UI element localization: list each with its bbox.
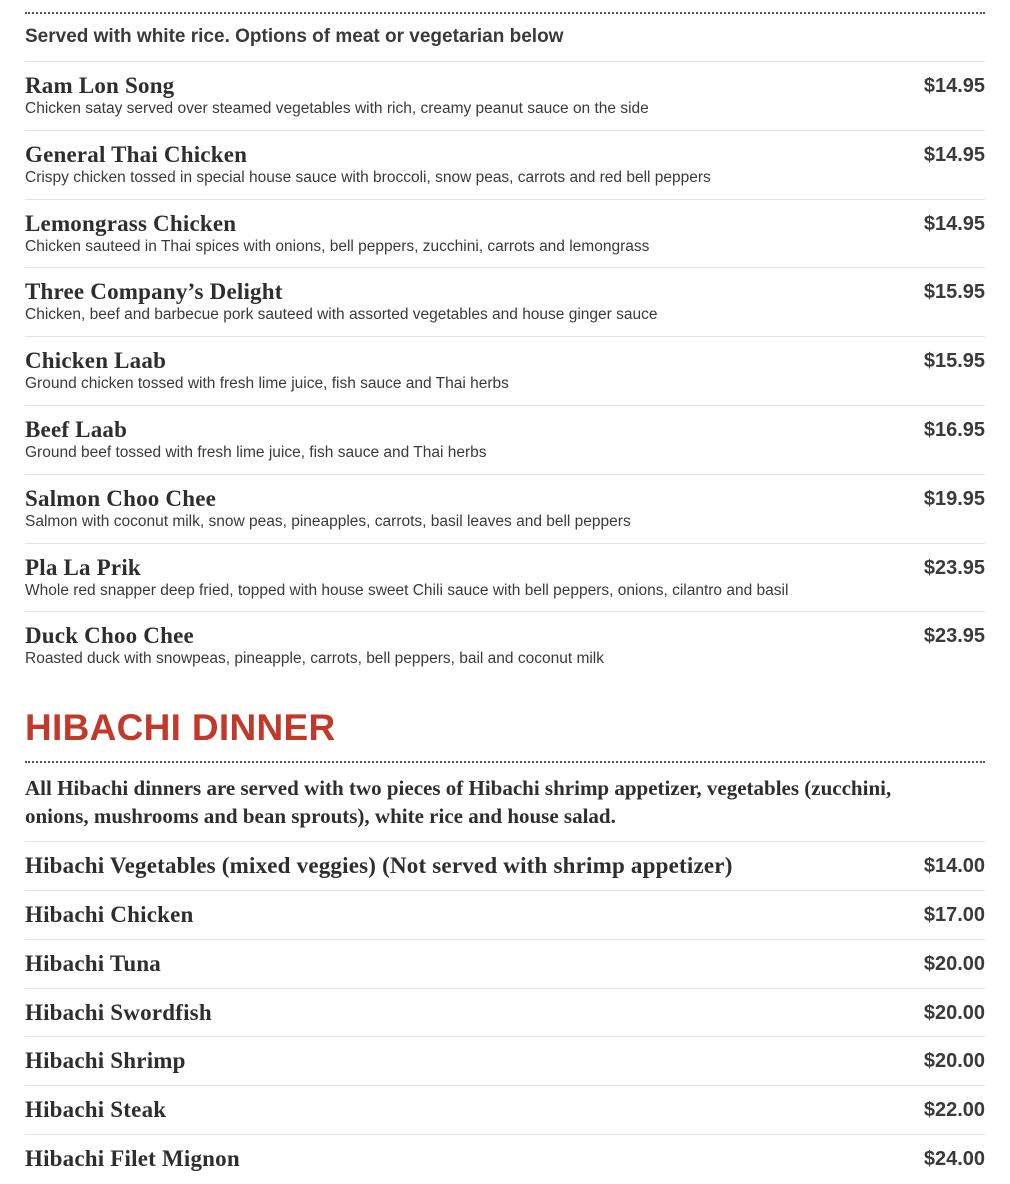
item-name: Hibachi Tuna xyxy=(25,950,162,976)
item-price: $15.95 xyxy=(923,281,985,304)
item-price: $20.00 xyxy=(923,952,985,975)
item-description: Salmon with coconut milk, snow peas, pineapples, carrots, basil leaves and bell peppers xyxy=(25,512,631,530)
item-name: General Thai Chicken xyxy=(25,141,248,167)
menu-item xyxy=(25,544,985,613)
item-name: Pla La Prik xyxy=(25,554,141,580)
item-description: Crispy chicken tossed in special house sauce with broccoli, snow peas, carrots and red bell peppers xyxy=(25,168,711,186)
item-name: Salmon Choo Chee xyxy=(25,485,217,511)
item-description: Chicken sauteed in Thai spices with onions, bell peppers, zucchini, carrots and lemongrass xyxy=(25,237,650,255)
item-description: Whole red snapper deep fried, topped with house sweet Chili sauce with bell peppers, onions, cilantro and basil xyxy=(25,581,789,599)
menu-item xyxy=(25,842,985,891)
menu-item xyxy=(25,475,985,544)
item-name: Hibachi Swordfish xyxy=(25,999,212,1025)
item-description: Ground chicken tossed with fresh lime juice, fish sauce and Thai herbs xyxy=(25,375,509,393)
item-name: Chicken Laab xyxy=(25,348,167,374)
item-name: Three Company’s Delight xyxy=(25,279,283,305)
section-intro: All Hibachi dinners are served with two pieces of Hibachi shrimp appetizer, vegetables (zucchini, onions, mushrooms and bean sprouts), white rice and house salad. xyxy=(25,763,985,842)
menu-item xyxy=(25,62,985,131)
menu-item xyxy=(25,268,985,337)
item-name: Hibachi Steak xyxy=(25,1097,167,1123)
item-price: $14.95 xyxy=(923,212,985,235)
item-name: Hibachi Shrimp xyxy=(25,1048,186,1074)
menu-item xyxy=(25,1135,985,1184)
menu-item xyxy=(25,891,985,940)
hibachi-list xyxy=(25,842,985,1184)
item-description: Roasted duck with snowpeas, pineapple, carrots, bell peppers, bail and coconut milk xyxy=(25,650,604,668)
menu-item xyxy=(25,612,985,681)
menu-item xyxy=(25,131,985,200)
item-price: $20.00 xyxy=(923,1050,985,1073)
item-name: Duck Choo Chee xyxy=(25,623,194,649)
menu-item xyxy=(25,200,985,269)
item-description: Chicken, beef and barbecue pork sauteed with assorted vegetables and house ginger sauce xyxy=(25,306,658,324)
item-price: $14.00 xyxy=(923,855,985,878)
item-price: $24.00 xyxy=(923,1147,985,1170)
item-price: $14.95 xyxy=(923,143,985,166)
item-name: Beef Laab xyxy=(25,416,128,442)
item-name: Hibachi Filet Mignon xyxy=(25,1145,240,1171)
section-heading: HIBACHI DINNER xyxy=(25,707,336,749)
item-name: Ram Lon Song xyxy=(25,73,175,98)
menu-item xyxy=(25,989,985,1038)
item-price: $23.95 xyxy=(923,556,985,579)
item-description: Ground beef tossed with fresh lime juice, fish sauce and Thai herbs xyxy=(25,443,487,461)
item-description: Chicken satay served over steamed vegetables with rich, creamy peanut sauce on the side xyxy=(25,100,649,117)
menu-item xyxy=(25,1037,985,1086)
item-price: $14.95 xyxy=(923,75,985,97)
entree-list xyxy=(25,62,985,681)
item-name: Lemongrass Chicken xyxy=(25,210,237,236)
menu-page xyxy=(25,0,985,1184)
item-price: $17.00 xyxy=(923,903,985,926)
menu-item xyxy=(25,1086,985,1135)
item-name: Hibachi Vegetables (mixed veggies) (Not served with shrimp appetizer) xyxy=(25,853,733,879)
menu-item xyxy=(25,337,985,406)
item-name: Hibachi Chicken xyxy=(25,901,194,927)
item-price: $23.95 xyxy=(923,625,985,648)
item-price: $22.00 xyxy=(923,1099,985,1122)
section-note: Served with white rice. Options of meat or vegetarian below xyxy=(25,14,985,62)
item-price: $15.95 xyxy=(923,350,985,373)
item-price: $19.95 xyxy=(923,487,985,510)
item-price: $16.95 xyxy=(923,418,985,441)
menu-item xyxy=(25,940,985,989)
item-price: $20.00 xyxy=(923,1001,985,1024)
menu-item xyxy=(25,406,985,475)
